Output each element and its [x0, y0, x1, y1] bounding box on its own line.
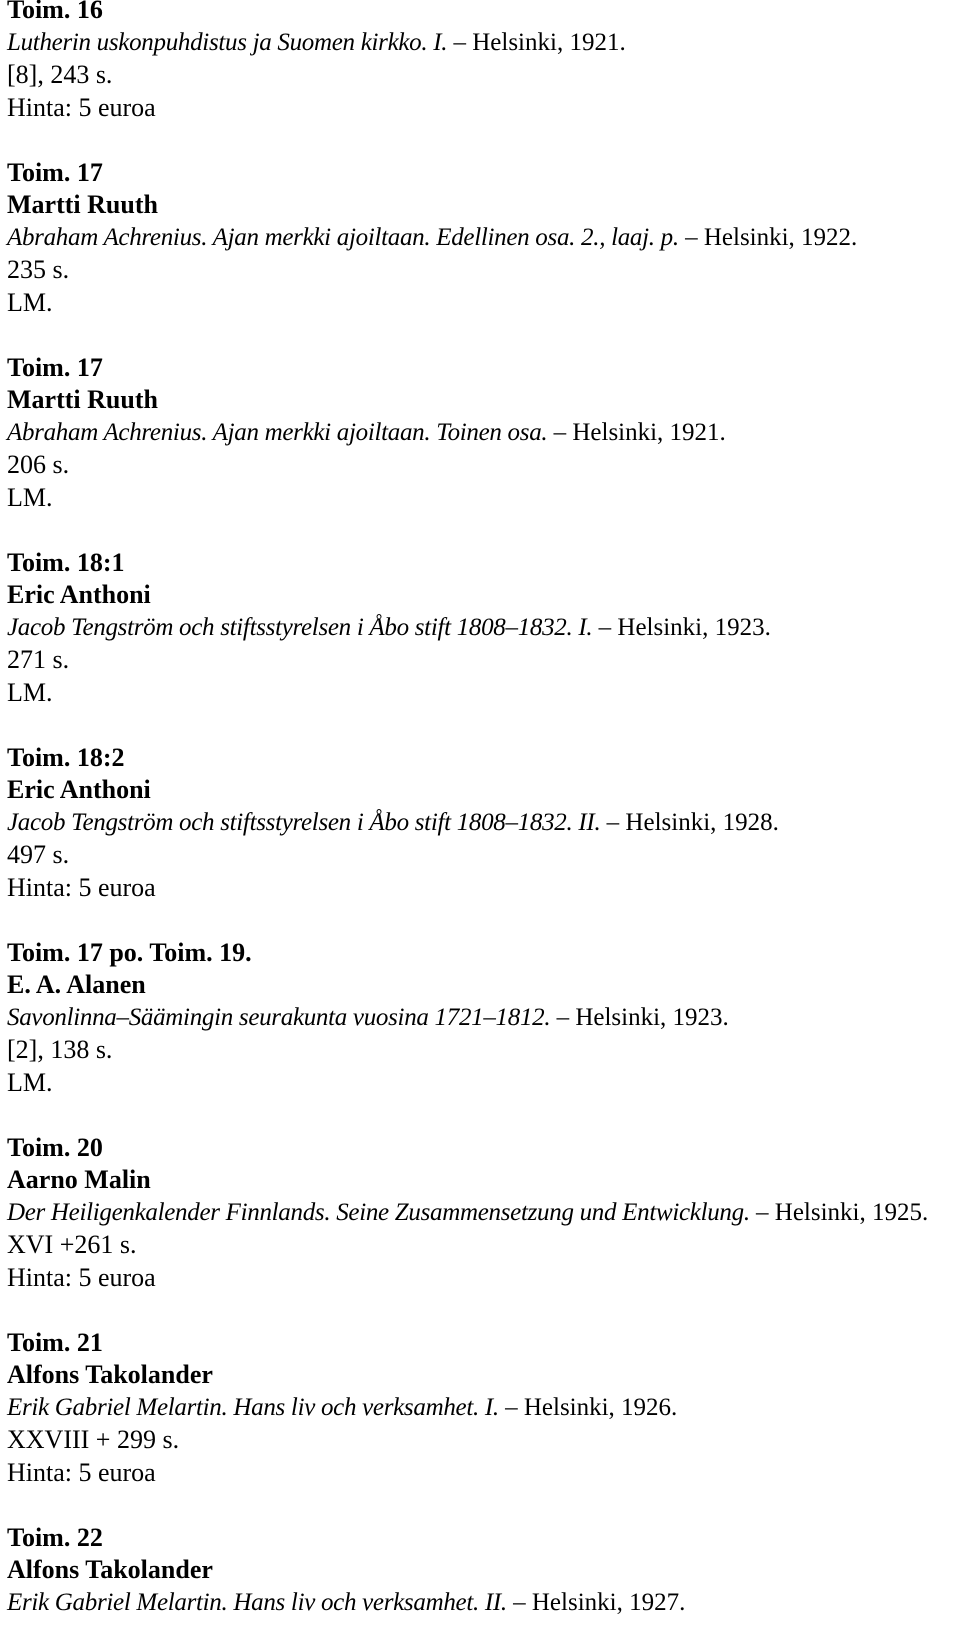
title-line: [7, 1587, 957, 1620]
catalog-entry: [7, 352, 957, 547]
book-title: Jacob Tengström och stiftsstyrelsen i Åbo stift 1808–1832. II.: [7, 808, 601, 836]
catalog-entry: [7, 0, 957, 157]
author-name: Aarno Malin: [7, 1165, 151, 1194]
entry-spacer: [7, 904, 957, 937]
catalog-entry: [7, 1132, 957, 1327]
price: Hinta: 5 euroa: [7, 872, 156, 902]
catalog-entry: [7, 547, 957, 742]
entry-spacer: [7, 514, 957, 547]
catalog-entry: [7, 1327, 957, 1522]
title-line: [7, 222, 957, 255]
page-count: 497 s.: [7, 840, 70, 869]
publication-place-year: – Helsinki, 1926.: [498, 1393, 678, 1421]
publication-place-year: – Helsinki, 1928.: [600, 808, 779, 836]
entry-spacer: [7, 1294, 957, 1327]
title-line: [7, 807, 957, 840]
book-title: Der Heiligenkalender Finnlands. Seine Zusammensetzung und Entwicklung.: [7, 1198, 750, 1226]
author-name: Alfons Takolander: [7, 1555, 213, 1584]
author-name: Alfons Takolander: [7, 1360, 213, 1389]
entry-spacer: [7, 319, 957, 352]
series-number: Toim. 18:2: [7, 742, 125, 772]
publication-place-year: – Helsinki, 1923.: [550, 1003, 729, 1031]
publication-place-year: – Helsinki, 1923.: [592, 613, 771, 641]
price: Hinta: 5 euroa: [7, 1457, 156, 1487]
author-name: Martti Ruuth: [7, 190, 158, 219]
page-count: [2], 138 s.: [7, 1035, 113, 1064]
price: LM.: [7, 482, 53, 512]
title-line: [7, 1002, 957, 1035]
price: Hinta: 5 euroa: [7, 1262, 156, 1292]
publication-place-year: – Helsinki, 1921.: [547, 418, 726, 446]
series-number: Toim. 17 po. Toim. 19.: [7, 937, 252, 967]
title-line: [7, 27, 957, 60]
page-count: [8], 243 s.: [7, 60, 113, 89]
publication-place-year: – Helsinki, 1921.: [447, 28, 626, 56]
publication-place-year: – Helsinki, 1925.: [749, 1198, 929, 1226]
page-count: 235 s.: [7, 255, 70, 284]
catalog-entry: [7, 157, 957, 352]
series-number: Toim. 21: [7, 1327, 103, 1357]
catalog-entry: [7, 937, 957, 1132]
price: LM.: [7, 677, 53, 707]
series-number: Toim. 16: [7, 0, 103, 24]
series-number: Toim. 20: [7, 1132, 103, 1162]
title-line: [7, 1197, 957, 1230]
book-title: Erik Gabriel Melartin. Hans liv och verksamhet. II.: [7, 1588, 507, 1616]
price: LM.: [7, 1067, 53, 1097]
book-title: Abraham Achrenius. Ajan merkki ajoiltaan. Toinen osa.: [7, 418, 548, 446]
entry-spacer: [7, 1099, 957, 1132]
author-name: Martti Ruuth: [7, 385, 158, 414]
entry-spacer: [7, 709, 957, 742]
catalog-entry: [7, 742, 957, 937]
series-number: Toim. 17: [7, 157, 103, 187]
author-name: Eric Anthoni: [7, 775, 151, 804]
book-title: Erik Gabriel Melartin. Hans liv och verksamhet. I.: [7, 1393, 499, 1421]
series-number: Toim. 17: [7, 352, 103, 382]
entry-spacer: [7, 124, 957, 157]
series-number: Toim. 18:1: [7, 547, 125, 577]
title-line: [7, 612, 957, 645]
page-count: XXVIII + 299 s.: [7, 1425, 180, 1454]
author-name: Eric Anthoni: [7, 580, 151, 609]
title-line: [7, 1392, 957, 1425]
title-line: [7, 417, 957, 450]
catalog-entry: [7, 1522, 957, 1620]
publication-place-year: – Helsinki, 1927.: [506, 1588, 686, 1616]
price: Hinta: 5 euroa: [7, 92, 156, 122]
publication-place-year: – Helsinki, 1922.: [678, 223, 858, 251]
book-title: Abraham Achrenius. Ajan merkki ajoiltaan. Edellinen osa. 2., laaj. p.: [7, 223, 679, 251]
page-count: XVI +261 s.: [7, 1230, 137, 1259]
series-number: Toim. 22: [7, 1522, 103, 1552]
page-count: 206 s.: [7, 450, 70, 479]
catalog-page: [7, 0, 957, 1619]
price: LM.: [7, 287, 53, 317]
book-title: Lutherin uskonpuhdistus ja Suomen kirkko. I.: [7, 28, 448, 56]
author-name: E. A. Alanen: [7, 970, 146, 999]
page-count: 271 s.: [7, 645, 70, 674]
book-title: Jacob Tengström och stiftsstyrelsen i Åbo stift 1808–1832. I.: [7, 613, 593, 641]
entry-spacer: [7, 1489, 957, 1522]
book-title: Savonlinna–Säämingin seurakunta vuosina 1721–1812.: [7, 1003, 551, 1031]
